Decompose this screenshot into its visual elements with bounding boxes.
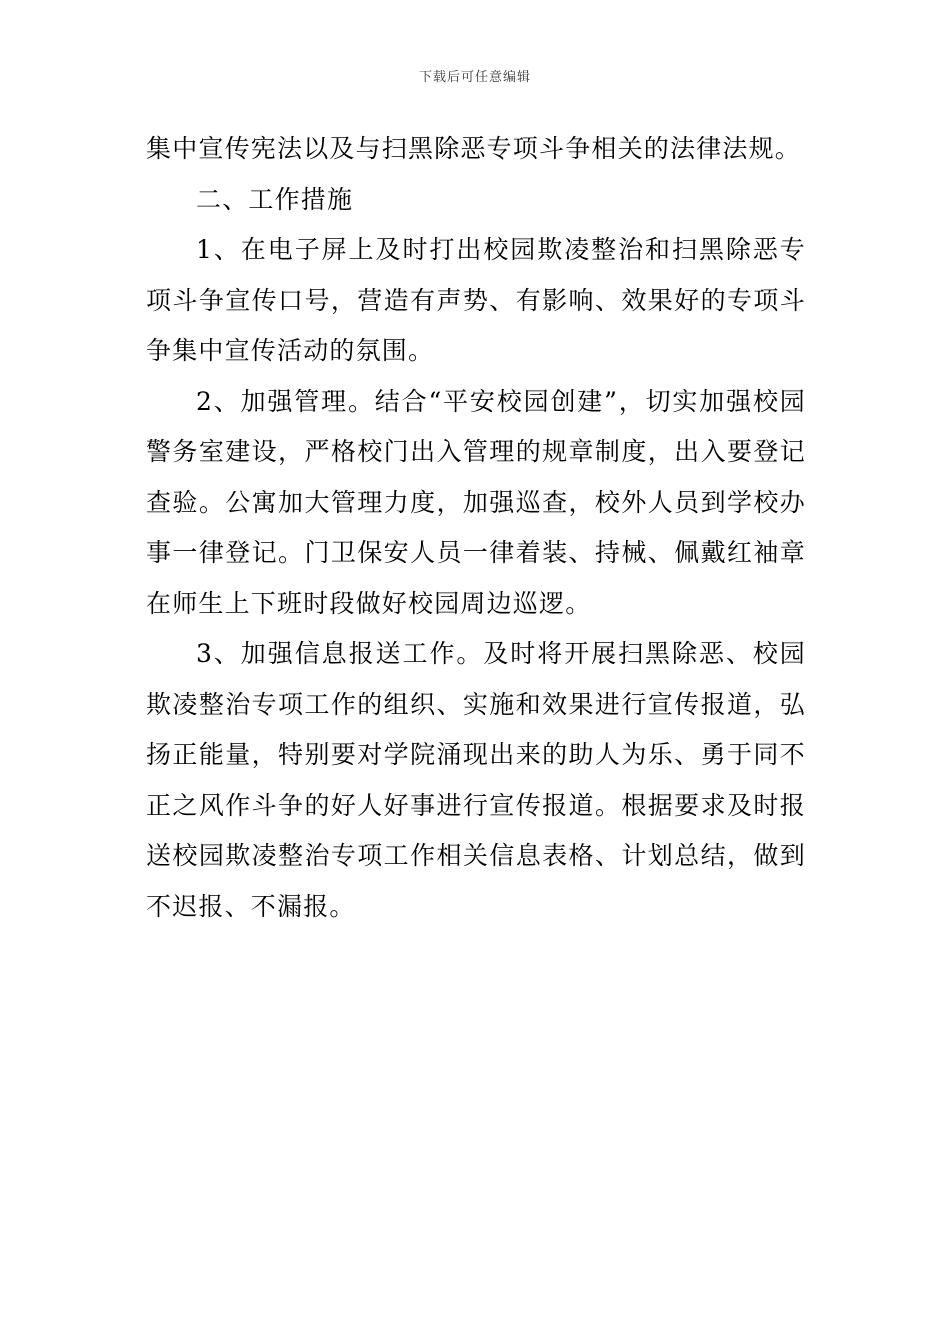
paragraph-intro: 集中宣传宪法以及与扫黑除恶专项斗争相关的法律法规。 — [146, 134, 802, 163]
document-body — [146, 124, 806, 932]
paragraph-measure-1: 1、在电子屏上及时打出校园欺凌整治和扫黑除恶专项斗争宣传口号，营造有声势、有影响、效果好的专项斗争集中宣传活动的氛围。 — [146, 235, 806, 365]
page-header-note: 下载后可任意编辑 — [418, 70, 531, 85]
section-heading-work-measures: 二、工作措施 — [196, 184, 354, 214]
paragraph-measure-3: 3、加强信息报送工作。及时将开展扫黑除恶、校园欺凌整治专项工作的组织、实施和效果进行宣传报道，弘扬正能量，特别要对学院涌现出来的助人为乐、勇于同不正之风作斗争的好人好事进行宣传报道。根据要求及时报送校园欺凌整治专项工作相关信息表格、计划总结，做到不迟报、不漏报。 — [146, 639, 806, 921]
paragraph-measure-2: 2、加强管理。结合“平安校园创建”，切实加强校园警务室建设，严格校门出入管理的规章制度，出入要登记查验。公寓加大管理力度，加强巡查，校外人员到学校办事一律登记。门卫保安人员一律着装、持械、佩戴红袖章在师生上下班时段做好校园周边巡逻。 — [146, 386, 806, 618]
